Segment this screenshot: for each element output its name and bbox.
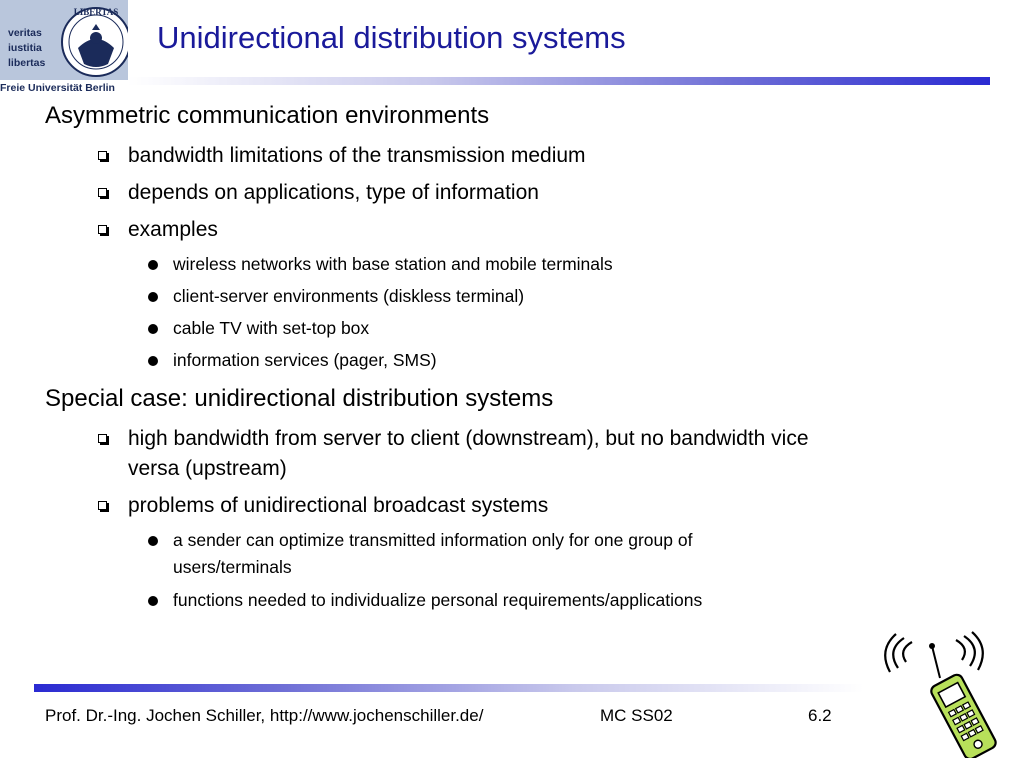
footer-divider	[34, 684, 864, 692]
seal-text: LIBERTAS	[73, 7, 119, 17]
bullet-text: examples	[128, 218, 218, 241]
sub-bullet-item	[173, 315, 369, 342]
sub-bullet-item	[173, 587, 702, 614]
footer-course: MC SS02	[600, 706, 673, 725]
university-seal-icon	[56, 0, 128, 80]
footer-author: Prof. Dr.-Ing. Jochen Schiller, http://www.jochenschiller.de/	[45, 706, 484, 725]
bullet-text: depends on applications, type of information	[128, 181, 539, 204]
sub-bullet-text-line: a sender can optimize transmitted information only for one group of	[173, 530, 693, 550]
bullet-item	[128, 215, 218, 245]
bullet-text-line: high bandwidth from server to client (downstream), but no bandwidth vice	[128, 427, 809, 450]
dot-bullet-icon	[148, 292, 158, 302]
dot-bullet-icon	[148, 536, 158, 546]
section-heading: Asymmetric communication environments	[45, 102, 490, 129]
bullet-item	[128, 424, 809, 484]
slide-title: Unidirectional distribution systems	[157, 20, 626, 55]
square-bullet-icon	[98, 434, 107, 443]
bullet-item	[128, 178, 539, 208]
page-number: 6.2	[808, 706, 832, 725]
sub-bullet-text: wireless networks with base station and mobile terminals	[173, 254, 613, 274]
logo-motto-line: libertas	[8, 57, 46, 69]
sub-bullet-text: information services (pager, SMS)	[173, 350, 437, 370]
logo-motto-box	[0, 0, 56, 80]
bullet-text-line: versa (upstream)	[128, 457, 287, 480]
square-bullet-icon	[98, 225, 107, 234]
logo-motto-line: iustitia	[8, 42, 42, 54]
university-name: Freie Universität Berlin	[0, 82, 115, 94]
bullet-text: problems of unidirectional broadcast systems	[128, 494, 549, 517]
bullet-item	[128, 141, 586, 171]
title-divider	[128, 77, 990, 85]
dot-bullet-icon	[148, 596, 158, 606]
dot-bullet-icon	[148, 324, 158, 334]
sub-bullet-text-line: users/terminals	[173, 557, 292, 577]
university-logo	[0, 0, 128, 94]
mobile-phone-clipart-icon	[884, 628, 1004, 758]
sub-bullet-text: client-server environments (diskless terminal)	[173, 286, 525, 306]
square-bullet-icon	[98, 188, 107, 197]
dot-bullet-icon	[148, 356, 158, 366]
sub-bullet-item	[173, 251, 613, 278]
sub-bullet-item	[173, 283, 524, 310]
logo-motto	[8, 26, 58, 71]
square-bullet-icon	[98, 501, 107, 510]
dot-bullet-icon	[148, 260, 158, 270]
section-heading: Special case: unidirectional distribution systems	[45, 385, 554, 412]
bullet-item	[128, 491, 548, 521]
logo-motto-line: veritas	[8, 27, 42, 39]
sub-bullet-text: cable TV with set-top box	[173, 318, 370, 338]
sub-bullet-text: functions needed to individualize personal requirements/applications	[173, 590, 703, 610]
bullet-text: bandwidth limitations of the transmission medium	[128, 144, 586, 167]
sub-bullet-item	[173, 527, 692, 581]
square-bullet-icon	[98, 151, 107, 160]
sub-bullet-item	[173, 347, 437, 374]
